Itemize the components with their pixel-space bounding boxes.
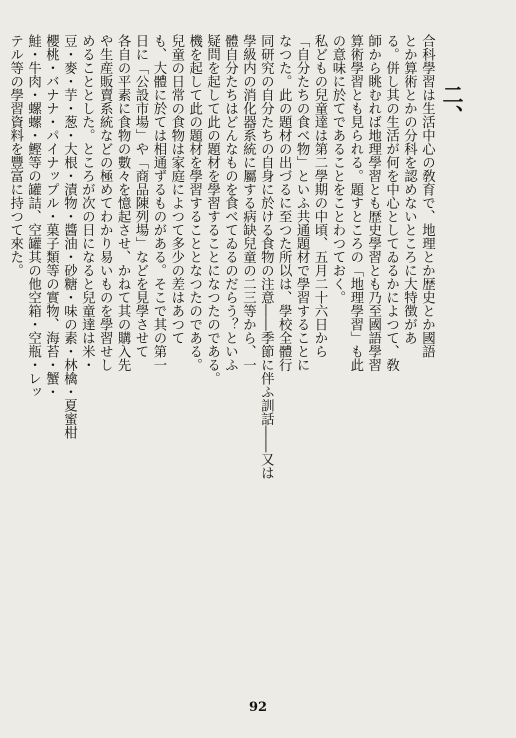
text-line: 私どもの兒童達は第二學期の中頃、五月二十六日から (312, 34, 327, 358)
page-number: 92 (248, 700, 268, 715)
text-line: めることとした。ところが次の日になると兒童達は米・ (79, 34, 95, 372)
text-line: 鮭・牛肉・螺螺・鰹等の罐詰、空罐其の他空箱・空瓶・レッ (25, 34, 41, 399)
text-line: 兒童の日常の食物は家庭によつて多少の差はあつて (168, 34, 184, 345)
text-line: 體自分たちはどんなものを食べてゐるのだらう？といふ (222, 34, 238, 372)
text-line: 疑問を起して此の題材を學習することになつたのである。 (204, 34, 220, 385)
text-line: 豆・麥・芋・葱・大根・漬物・醬油・砂糖・味の素・林檎・夏蜜柑 (61, 34, 77, 439)
section-heading: 二、 (440, 84, 465, 126)
text-line: なつた。此の題材の出づるに至つた所以は、學校全體行 (276, 34, 292, 372)
text-line: とか算術とかの分科を認めないところに大特徴があ (401, 34, 417, 345)
text-line: 師から眺むれば地理學習とも歴史學習とも乃至國語學習 (365, 34, 381, 372)
text-line: 機を起して此の題材を學習することとなつたのである。 (186, 34, 202, 372)
text-line: テル等の學習資料を豐富に持つて來た。 (7, 34, 23, 277)
text-line: も、大體に於ては相通ずるものがある。そこで其の第一 (150, 34, 166, 372)
text-line: や生産販賣系統などの極めてわかり易いものを學習せし (97, 34, 113, 372)
text-line: 「自分たちの食べ物」といふ共通題材で學習することに (294, 34, 310, 372)
text-line: 同研究の自分たちの自身に於ける食物の注意――季節に伴ふ訓話――又は (258, 34, 274, 480)
text-line: 櫻桃・バナナ・パイナップル・菓子類等の實物、海苔・蟹・ (43, 34, 59, 399)
text-line: 日に「公設市場」や「商品陳列場」などを見學させて (133, 34, 148, 358)
text-line: 各自の平素に食物の數々を憶起させ、かねて其の購入先 (115, 34, 131, 372)
text-line: 算術學習とも見られる。題すところの「地理學習」も此 (347, 34, 363, 372)
text-line: 學級内の消化器系統に屬する病缺兒童の二三等から、一 (240, 34, 256, 372)
text-line: 合科學習は生活中心の敎育で、地理とか歴史とか國語 (419, 34, 435, 358)
text-line: る。併し其の生活が何を中心としてゐるかによつて、敎 (383, 34, 399, 372)
text-line: の意味に於てであることをことわつておく。 (329, 34, 345, 304)
